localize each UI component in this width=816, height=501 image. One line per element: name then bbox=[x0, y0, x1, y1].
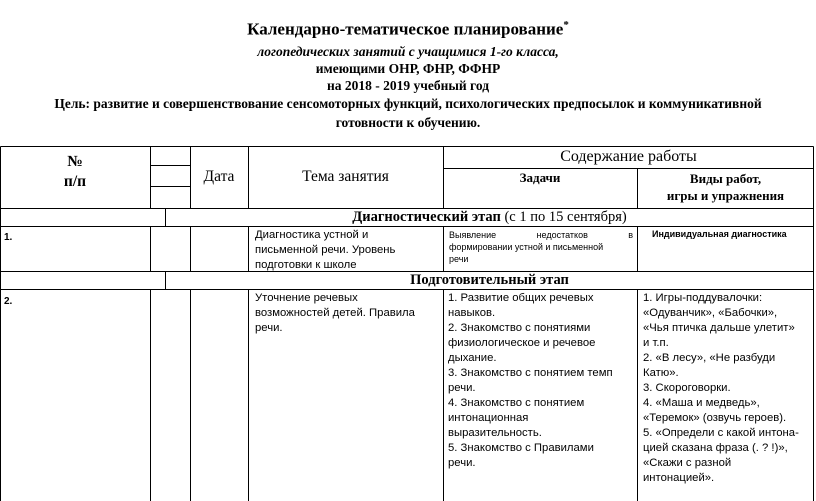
row2-kinds-line: Катю». bbox=[643, 367, 679, 379]
row2-task-line: интонационная bbox=[448, 412, 529, 424]
row2-task-line: 1. Развитие общих речевых bbox=[448, 292, 594, 304]
planning-table bbox=[0, 146, 814, 501]
row2-kinds bbox=[643, 291, 813, 486]
row2-kinds-line: «Теремок» (озвучь героев). bbox=[643, 412, 787, 424]
row2-kinds-line: «Скажи с разной bbox=[643, 457, 732, 469]
row2-kinds-line: «Одуванчик», «Бабочки», bbox=[643, 307, 778, 319]
header-kinds-line-2: игры и упражнения bbox=[666, 188, 785, 203]
row2-kinds-line: и т.п. bbox=[643, 337, 669, 349]
stage-diagnostic bbox=[165, 209, 814, 226]
row2-kinds-line: 3. Скороговорки. bbox=[643, 382, 731, 394]
document-title: Календарно-тематическое планирование* bbox=[247, 19, 569, 39]
goal-line-2: готовности к обучению. bbox=[335, 115, 481, 130]
row1-tasks bbox=[449, 229, 633, 265]
header-kinds-line-1: Виды работ, bbox=[689, 171, 762, 186]
subtitle-line-1: логопедических занятий с учащимися 1-го класса, bbox=[257, 44, 559, 59]
stage-diagnostic-title: Диагностический этап bbox=[352, 209, 501, 225]
row2-task-line: дыхание. bbox=[448, 352, 497, 364]
row1-topic-line-2: письменной речи. Уровень bbox=[255, 244, 396, 256]
row2-number: 2. bbox=[4, 296, 13, 307]
row2-kinds-line: 1. Игры-поддувалочки: bbox=[643, 292, 763, 304]
row2-task-line: 2. Знакомство с понятиями bbox=[448, 322, 591, 334]
row1-tasks-line-2: формировании устной и письменной bbox=[449, 242, 604, 252]
row2-tasks bbox=[448, 291, 636, 471]
row2-kinds-line: «Чья птичка дальше улетит» bbox=[643, 322, 795, 334]
goal-statement bbox=[4, 94, 812, 132]
header-num-line-2: п/п bbox=[63, 173, 87, 190]
row2-task-line: выразительность. bbox=[448, 427, 542, 439]
row2-kinds-line: интонацией». bbox=[643, 472, 715, 484]
row2-kinds-line: цией сказана фраза (. ? !)», bbox=[643, 442, 788, 454]
header-num-line-1: № bbox=[67, 153, 83, 170]
header-num bbox=[0, 152, 150, 192]
header-kinds bbox=[637, 170, 814, 204]
goal-line-1: Цель: развитие и совершенствование сенсомоторных функций, психологических предпосылок и коммуникативной bbox=[54, 96, 762, 111]
row2-kinds-line: 5. «Определи с какой интона- bbox=[643, 427, 799, 439]
stage-diagnostic-dates: (с 1 по 15 сентября) bbox=[500, 209, 627, 225]
row1-topic bbox=[255, 228, 441, 273]
row1-topic-line-3: подготовки к школе bbox=[255, 259, 357, 271]
row2-task-line: речи. bbox=[448, 457, 476, 469]
subtitle-line-2: имеющими ОНР, ФНР, ФФНР bbox=[315, 61, 501, 76]
row2-kinds-line: 4. «Маша и медведь», bbox=[643, 397, 760, 409]
row2-kinds-line: 2. «В лесу», «Не разбуди bbox=[643, 352, 776, 364]
row2-task-line: 4. Знакомство с понятием bbox=[448, 397, 585, 409]
stage-preparatory: Подготовительный этап bbox=[410, 272, 569, 288]
row2-topic-line: речи. bbox=[255, 322, 283, 334]
header-content: Содержание работы bbox=[560, 148, 697, 165]
header-date: Дата bbox=[203, 168, 235, 185]
row1-number: 1. bbox=[4, 232, 13, 243]
row1-tasks-line-1: Выявление недостатков в bbox=[449, 230, 633, 240]
title-footnote-mark: * bbox=[563, 19, 569, 31]
row2-topic-line: возможностей детей. Правила bbox=[255, 307, 415, 319]
row2-task-line: 3. Знакомство с понятием темп bbox=[448, 367, 613, 379]
row2-topic bbox=[255, 291, 441, 336]
header-tasks: Задачи bbox=[519, 170, 561, 185]
row2-task-line: 5. Знакомство с Правилами bbox=[448, 442, 594, 454]
row1-topic-line-1: Диагностика устной и bbox=[255, 229, 369, 241]
row1-kinds: Индивидуальная диагностика bbox=[652, 229, 787, 239]
row2-topic-line: Уточнение речевых bbox=[255, 292, 358, 304]
row1-tasks-line-3: речи bbox=[449, 254, 469, 264]
header-topic: Тема занятия bbox=[302, 168, 389, 185]
row2-task-line: навыков. bbox=[448, 307, 496, 319]
row2-task-line: речи. bbox=[448, 382, 476, 394]
row2-task-line: физиологическое и речевое bbox=[448, 337, 596, 349]
subtitle-line-3: на 2018 - 2019 учебный год bbox=[326, 78, 490, 93]
